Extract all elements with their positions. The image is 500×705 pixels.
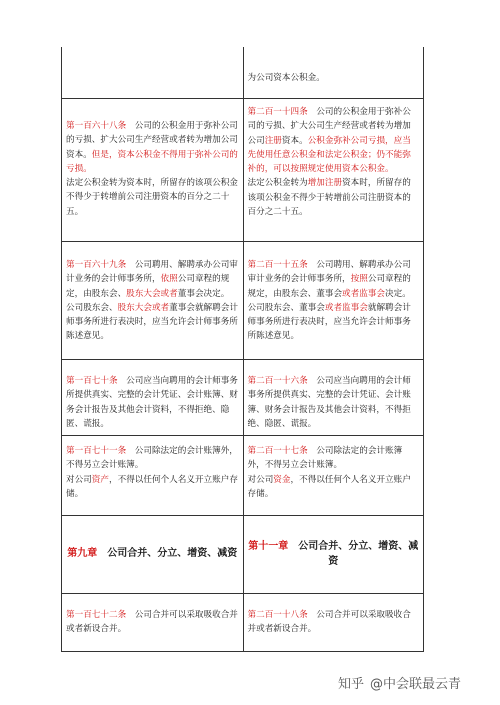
article-number: 第二百一十四条 bbox=[247, 107, 308, 117]
table-row bbox=[61, 47, 424, 99]
author-handle: @中会联最云青 bbox=[370, 677, 462, 692]
table-row bbox=[61, 594, 424, 652]
left-cell bbox=[62, 360, 243, 435]
chapter-heading: 第九章 公司合并、分立、增资、减资 bbox=[67, 548, 238, 560]
watermark bbox=[338, 673, 467, 692]
article-number: 第二百一十八条 bbox=[247, 610, 308, 620]
article-number: 第一百六十八条 bbox=[66, 121, 127, 131]
right-cell bbox=[243, 360, 424, 435]
highlight-text: 增加注册 bbox=[307, 178, 343, 189]
paragraph: 第一百七十二条 公司合并可以采取吸收合并或者新设合并。 bbox=[66, 610, 238, 635]
paragraph: 第二百一十五条 公司聘用、解聘承办公司审计业务的会计师事务所，按照公司章程的规定，由股东会、董事会或者监事会决定。 bbox=[247, 260, 411, 299]
table-row bbox=[61, 516, 424, 594]
table-row bbox=[61, 360, 424, 436]
article-number: 第一百七十二条 bbox=[66, 610, 127, 620]
paragraph: 第一百七十条 公司应当向聘用的会计师事务所提供真实、完整的会计凭证、会计账簿、财务会计报告及其他会计资料，不得拒绝、隐匿、谎报。 bbox=[66, 376, 238, 429]
chapter-heading: 第十一章 公司合并、分立、增资、减资 bbox=[248, 541, 419, 567]
paragraph: 对公司资金，不得以任何个人名义开立账户存储。 bbox=[247, 474, 411, 499]
highlight-text: 资金 bbox=[273, 474, 291, 485]
right-cell bbox=[243, 436, 424, 515]
text-line: 为公司资本公积金。 bbox=[247, 73, 325, 83]
chapter-number: 第十一章 bbox=[248, 541, 289, 553]
paragraph: 第一百六十八条 公司的公积金用于弥补公司的亏损、扩大公司生产经营或者转为增加公司资本。但是，资本公积金不得用于弥补公司的亏损。 bbox=[66, 121, 238, 174]
highlight-text: 或者监事会 bbox=[342, 288, 386, 299]
paragraph: 第二百一十六条 公司应当向聘用的会计师事务所提供真实、完整的会计凭证、会计账簿、财务会计报告及其他会计资料，不得拒绝、隐匿、谎报。 bbox=[247, 376, 411, 429]
right-cell bbox=[243, 99, 424, 241]
paragraph: 法定公积金转为增加注册资本时，所留存的该项公积金不得少于转增前公司注册资本的百分之二十五。 bbox=[247, 178, 411, 218]
zhihu-logo: 知乎 bbox=[338, 677, 365, 692]
highlight-text: 股东大会或者 bbox=[126, 288, 178, 299]
right-cell bbox=[243, 242, 424, 359]
right-cell bbox=[243, 516, 424, 593]
left-cell bbox=[62, 436, 243, 515]
highlight-text: 或者监事会 bbox=[324, 302, 368, 313]
article-number: 第一百七十条 bbox=[66, 376, 118, 386]
left-cell bbox=[62, 516, 243, 593]
table-row bbox=[61, 99, 424, 242]
right-cell bbox=[243, 47, 424, 98]
right-cell bbox=[243, 594, 424, 651]
highlight-text: 注册 bbox=[264, 135, 282, 146]
paragraph: 第二百一十四条 公司的公积金用于弥补公司的亏损、扩大公司生产经营或者转为增加公司注册资本。公积金弥补公司亏损，应当先使用任意公积金和法定公积金；仍不能弥补的，可以按照规定使用资本公积金。 bbox=[247, 107, 411, 175]
highlight-text: 按照 bbox=[350, 274, 368, 285]
table-row bbox=[61, 436, 424, 516]
highlight-text: 股东大会或者 bbox=[117, 302, 170, 313]
article-number: 第二百一十五条 bbox=[247, 260, 308, 270]
left-cell bbox=[62, 99, 243, 241]
paragraph: 公司股东会、董事会或者监事会就解聘会计师事务所进行表决时，应当允许会计师事务所陈述意见。 bbox=[247, 302, 411, 342]
paragraph: 第二百一十八条 公司合并可以采取吸收合并或者新设合并。 bbox=[247, 610, 411, 635]
paragraph: 公司股东会、股东大会或者董事会就解聘会计师事务所进行表决时，应当允许会计师事务所陈述意见。 bbox=[66, 302, 238, 342]
highlight-text: 公积金弥补公司亏损，应当先使用任意公积金和法定公积金；仍不能弥补的，可以按照规定使用资本公积金。 bbox=[247, 135, 411, 175]
left-cell bbox=[62, 242, 243, 359]
paragraph: 第一百六十九条 公司聘用、解聘承办公司审计业务的会计师事务所，依照公司章程的规定，由股东会、股东大会或者董事会决定。 bbox=[66, 260, 238, 299]
left-cell bbox=[62, 594, 243, 651]
highlight-text: 依照 bbox=[160, 274, 178, 285]
article-number: 第二百一十七条 bbox=[247, 446, 308, 456]
paragraph: 对公司资产，不得以任何个人名义开立账户存储。 bbox=[66, 474, 238, 499]
chapter-number: 第九章 bbox=[67, 548, 98, 560]
paragraph: 第二百一十七条 公司除法定的会计账簿外，不得另立会计账簿。 bbox=[247, 446, 403, 471]
left-cell bbox=[62, 47, 243, 98]
highlight-text: 资产 bbox=[91, 474, 109, 485]
article-number: 第一百七十一条 bbox=[66, 446, 127, 456]
article-number: 第二百一十六条 bbox=[247, 376, 308, 386]
paragraph: 法定公积金转为资本时，所留存的该项公积金不得少于转增前公司注册资本的百分之二十五。 bbox=[66, 178, 238, 217]
comparison-table bbox=[61, 47, 424, 652]
highlight-text: 但是，资本公积金不得用于弥补公司的亏损。 bbox=[66, 149, 238, 174]
article-number: 第一百六十九条 bbox=[66, 260, 127, 270]
table-row bbox=[61, 242, 424, 360]
paragraph: 第一百七十一条 公司除法定的会计账簿外，不得另立会计账簿。 bbox=[66, 446, 238, 471]
